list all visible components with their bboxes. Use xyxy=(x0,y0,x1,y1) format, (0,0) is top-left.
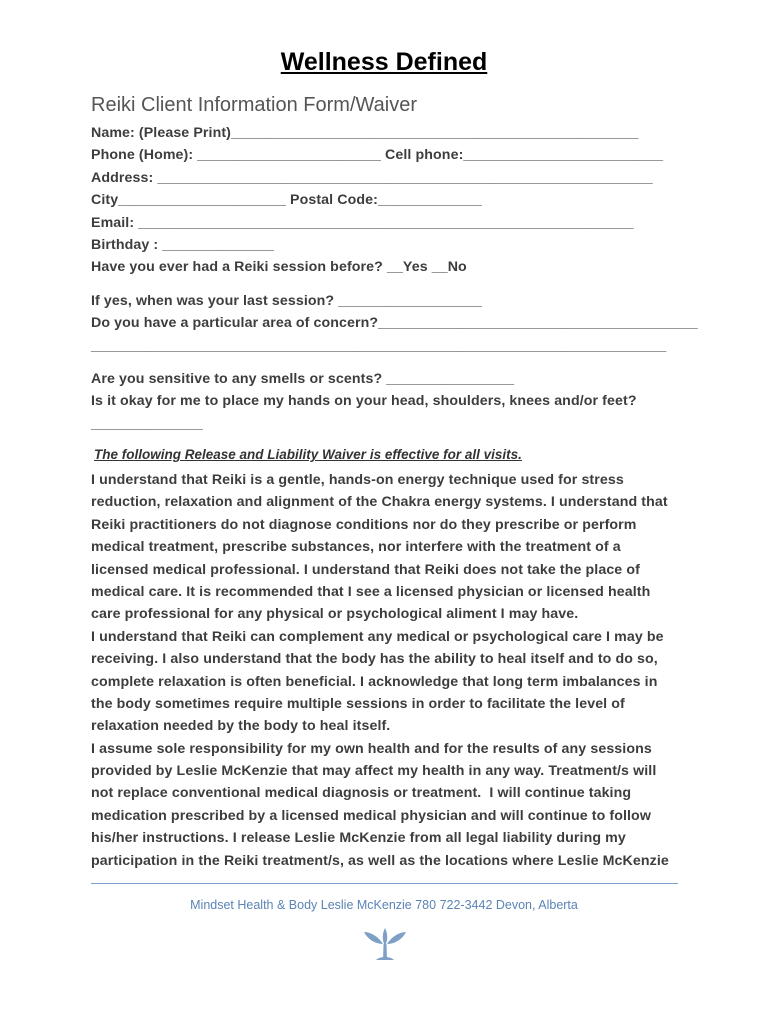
scent-sensitivity-field[interactable]: Are you sensitive to any smells or scents? ________________ xyxy=(91,370,515,387)
hands-placement-question: Is it okay for me to place my hands on your head, shoulders, knees and/or feet? xyxy=(91,393,637,410)
birthday-field[interactable]: Birthday : ______________ xyxy=(91,236,275,253)
waiver-line: Reiki practitioners do not diagnose conditions nor do they prescribe or perform xyxy=(91,516,637,533)
waiver-line: receiving. I also understand that the body has the ability to heal itself and to do so, xyxy=(91,651,658,668)
waiver-line: licensed medical professional. I understand that Reiki does not take the place of xyxy=(91,561,640,578)
waiver-line: care professional for any physical or psychological aliment I may have. xyxy=(91,606,579,623)
footer-contact: Mindset Health & Body Leslie McKenzie 780 722-3442 Devon, Alberta xyxy=(190,898,578,912)
waiver-line: I understand that Reiki can complement any medical or psychological care I may be xyxy=(91,628,664,645)
waiver-line: complete relaxation is often beneficial. I acknowledge that long term imbalances in xyxy=(91,673,658,690)
waiver-line: I assume sole responsibility for my own health and for the results of any sessions xyxy=(91,740,652,757)
waiver-line: reduction, relaxation and alignment of the Chakra energy systems. I understand that xyxy=(91,494,668,511)
name-field[interactable]: Name: (Please Print)___________________________________________________ xyxy=(91,125,639,141)
lotus-logo-icon xyxy=(362,924,408,964)
email-field[interactable]: Email: ______________________________________________________________ xyxy=(91,214,634,231)
waiver-line: provided by Leslie McKenzie that may affect my health in any way. Treatment/s will xyxy=(91,763,657,780)
waiver-line: medical care. It is recommended that I see a licensed physician or licensed health xyxy=(91,583,651,600)
client-info-fields xyxy=(91,122,698,435)
waiver-text xyxy=(91,469,691,872)
waiver-line: the body sometimes require multiple sessions in order to facilitate the level of xyxy=(91,695,625,712)
area-of-concern-field[interactable]: Do you have a particular area of concern?________________________________________ xyxy=(91,315,698,332)
hands-placement-answer[interactable]: ______________ xyxy=(91,415,203,432)
form-subtitle: Reiki Client Information Form/Waiver xyxy=(91,94,418,116)
prior-session-question[interactable]: Have you ever had a Reiki session before? __Yes __No xyxy=(91,259,467,276)
waiver-line: I understand that Reiki is a gentle, hands-on energy technique used for stress xyxy=(91,472,624,488)
document-title: Wellness Defined xyxy=(280,48,488,76)
waiver-line: relaxation needed by the body to heal itself. xyxy=(91,718,391,735)
phone-field[interactable]: Phone (Home): _______________________ Cell phone:_________________________ xyxy=(91,147,664,164)
city-postal-field[interactable]: City_____________________ Postal Code:_____________ xyxy=(91,192,482,209)
spacer xyxy=(91,279,691,290)
footer-divider xyxy=(91,883,678,884)
waiver-line: medical treatment, prescribe substances, nor interfere with the treatment of a xyxy=(91,539,621,556)
waiver-line: his/her instructions. I release Leslie McKenzie from all legal liability during my xyxy=(91,830,626,847)
address-field[interactable]: Address: ______________________________________________________________ xyxy=(91,169,653,186)
waiver-heading: The following Release and Liability Waiver is effective for all visits. xyxy=(94,447,522,462)
last-session-field[interactable]: If yes, when was your last session? __________________ xyxy=(91,292,483,309)
waiver-line: participation in the Reiki treatment/s, as well as the locations where Leslie McKenzie xyxy=(91,852,669,869)
waiver-line: medication prescribed by a licensed medical physician and will continue to follow xyxy=(91,807,651,824)
spacer xyxy=(91,357,691,368)
area-of-concern-continued[interactable]: ________________________________________________________________________ xyxy=(91,337,667,354)
waiver-line: not replace conventional medical diagnosis or treatment. I will continue taking xyxy=(91,785,632,802)
